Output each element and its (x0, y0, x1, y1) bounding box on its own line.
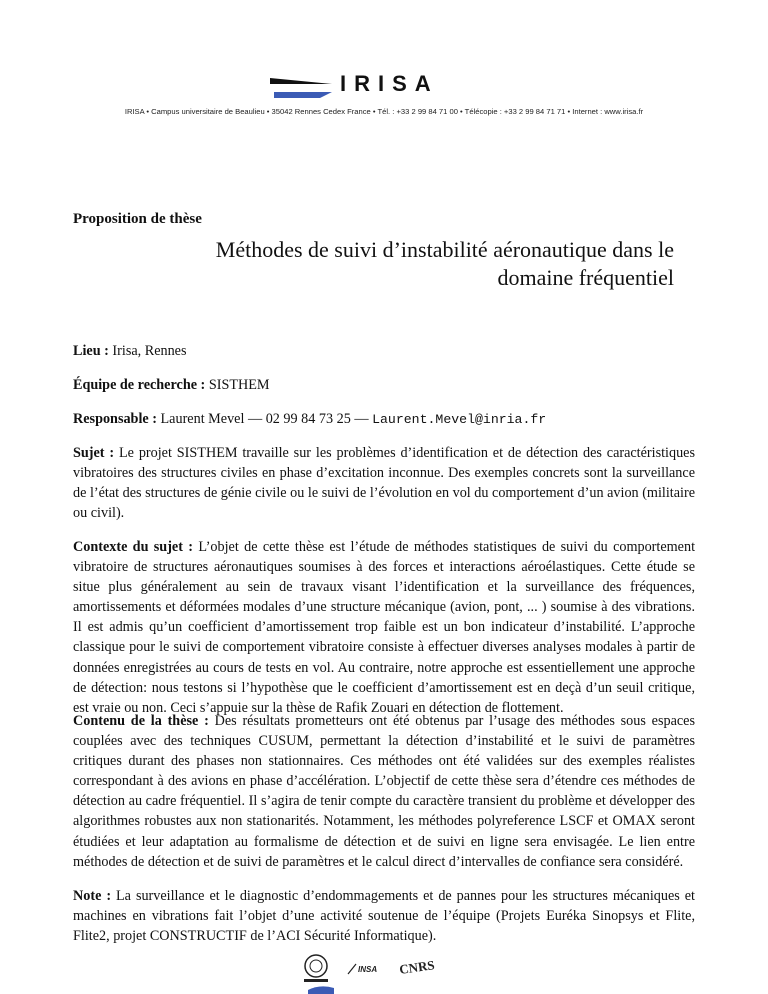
cnrs-logo-text: CNRS (398, 957, 436, 977)
insa-logo-text: INSA (358, 965, 378, 974)
document-kicker: Proposition de thèse (73, 211, 202, 227)
contexte-text: L’objet de cette thèse est l’étude de méthodes statistiques de suivi du comportement vibratoire de structures aéronautiques soumises à des forces et interactions aéroélastiques. Cette étude se situe plus généralement au sein de travaux visant l’identification et la surveillance des fréquences, amortissements et déformées modales d’une structure mécanique (avion, pont, ... ) soumise à des vibrations. Il est admis qu’un coefficient d’amortissement trop faible est un bon indicateur d’instabilité. L’approche classique pour le suivi de comportement vibratoire consiste à effectuer diverses analyses modales à partir de données enregistrées au cours de tests en vol. Au contraire, notre approche est essentiellement une approche de détection: nous testons si l’hypothèse que le coefficient d’amortissement est en deçà d’un seuil critique, est vraie ou non. Ceci s’appuie sur la thèse de Rafik Zouari en détection de flottement. (73, 539, 696, 716)
responsable-label: Responsable : (73, 411, 157, 427)
cnrs-logo (398, 957, 435, 977)
lieu-label: Lieu : (73, 343, 109, 359)
sujet-text: Le projet SISTHEM travaille sur les problèmes d’identification et de détection des caractéristiques vibratoires des structures civiles en phase d’excitation inconnue. Des exemples concrets sont la surveillance de l’état des structures de génie civile ou le suivi de l’évolution en vol du comportement d’un avion (militaire ou civil). (73, 445, 695, 522)
footer-blue-wave (308, 986, 334, 994)
sujet-paragraph (73, 443, 695, 523)
note-label: Note : (73, 888, 112, 904)
contexte-label: Contexte du sujet : (73, 539, 193, 555)
insa-logo (348, 964, 377, 974)
lieu-field (73, 341, 187, 361)
contenu-text: Des résultats prometteurs ont été obtenus par l’usage des méthodes sous espaces couplées avec des techniques CUSUM, permettant la détection d’instabilité et le suivi de paramètres critiques durant des phases non stationnaires. Ces méthodes ont été validées sur des exemples réalistes correspondant à des avions en phase d’accélération. L’objectif de cette thèse sera d’étendre ces méthodes de détection au cadre fréquentiel. Il s’agira de tenir compte du caractère transient du problème et développer des algorithmes robustes aux non stationarités. Notamment, les méthodes polyreference LSCF et OMAX seront étudiées et leur adaptation au formalisme de détection et de suivi en ligne sera envisagée. Le lien entre méthodes de détection et de suivi de paramètres et le calcul direct d’intervalles de confiance sera considéré. (73, 713, 695, 870)
responsable-field (73, 409, 546, 430)
title-line-2: domaine fréquentiel (497, 265, 674, 290)
contenu-paragraph (73, 711, 695, 872)
logo-black-wing (270, 78, 332, 84)
equipe-field (73, 375, 270, 395)
note-text: La surveillance et le diagnostic d’endommagements et de pannes pour les structures mécaniques et machines en vibrations fait l’objet d’une activité soutenue de l’équipe (Projets Euréka Sinopsys et Flite, Flite2, projet CONSTRUCTIF de l’ACI Sécurité Informatique). (73, 888, 695, 945)
responsable-value: Laurent Mevel — 02 99 84 73 25 — (160, 411, 369, 427)
logo-blue-wing (274, 92, 332, 98)
university-rennes-seal-icon (304, 955, 328, 982)
title-line-1: Méthodes de suivi d’instabilité aéronautique dans le (215, 237, 674, 262)
irisa-logo-text: IRISA (340, 71, 439, 96)
document-title (114, 236, 674, 292)
header-address: IRISA • Campus universitaire de Beaulieu • 35042 Rennes Cedex France • Tél. : +33 2 99 84 71 00 • Télécopie : +33 2 99 84 71 71 • Internet : www.irisa.fr (124, 107, 644, 116)
lieu-value: Irisa, Rennes (112, 343, 187, 359)
contexte-paragraph (73, 537, 695, 718)
equipe-value: SISTHEM (208, 377, 270, 393)
footer-logos (300, 952, 450, 994)
responsable-email[interactable]: Laurent.Mevel@inria.fr (372, 412, 547, 427)
contenu-label: Contenu de la thèse : (73, 713, 209, 729)
equipe-label: Équipe de recherche : (73, 377, 206, 393)
sujet-label: Sujet : (73, 445, 115, 461)
note-paragraph (73, 886, 695, 946)
